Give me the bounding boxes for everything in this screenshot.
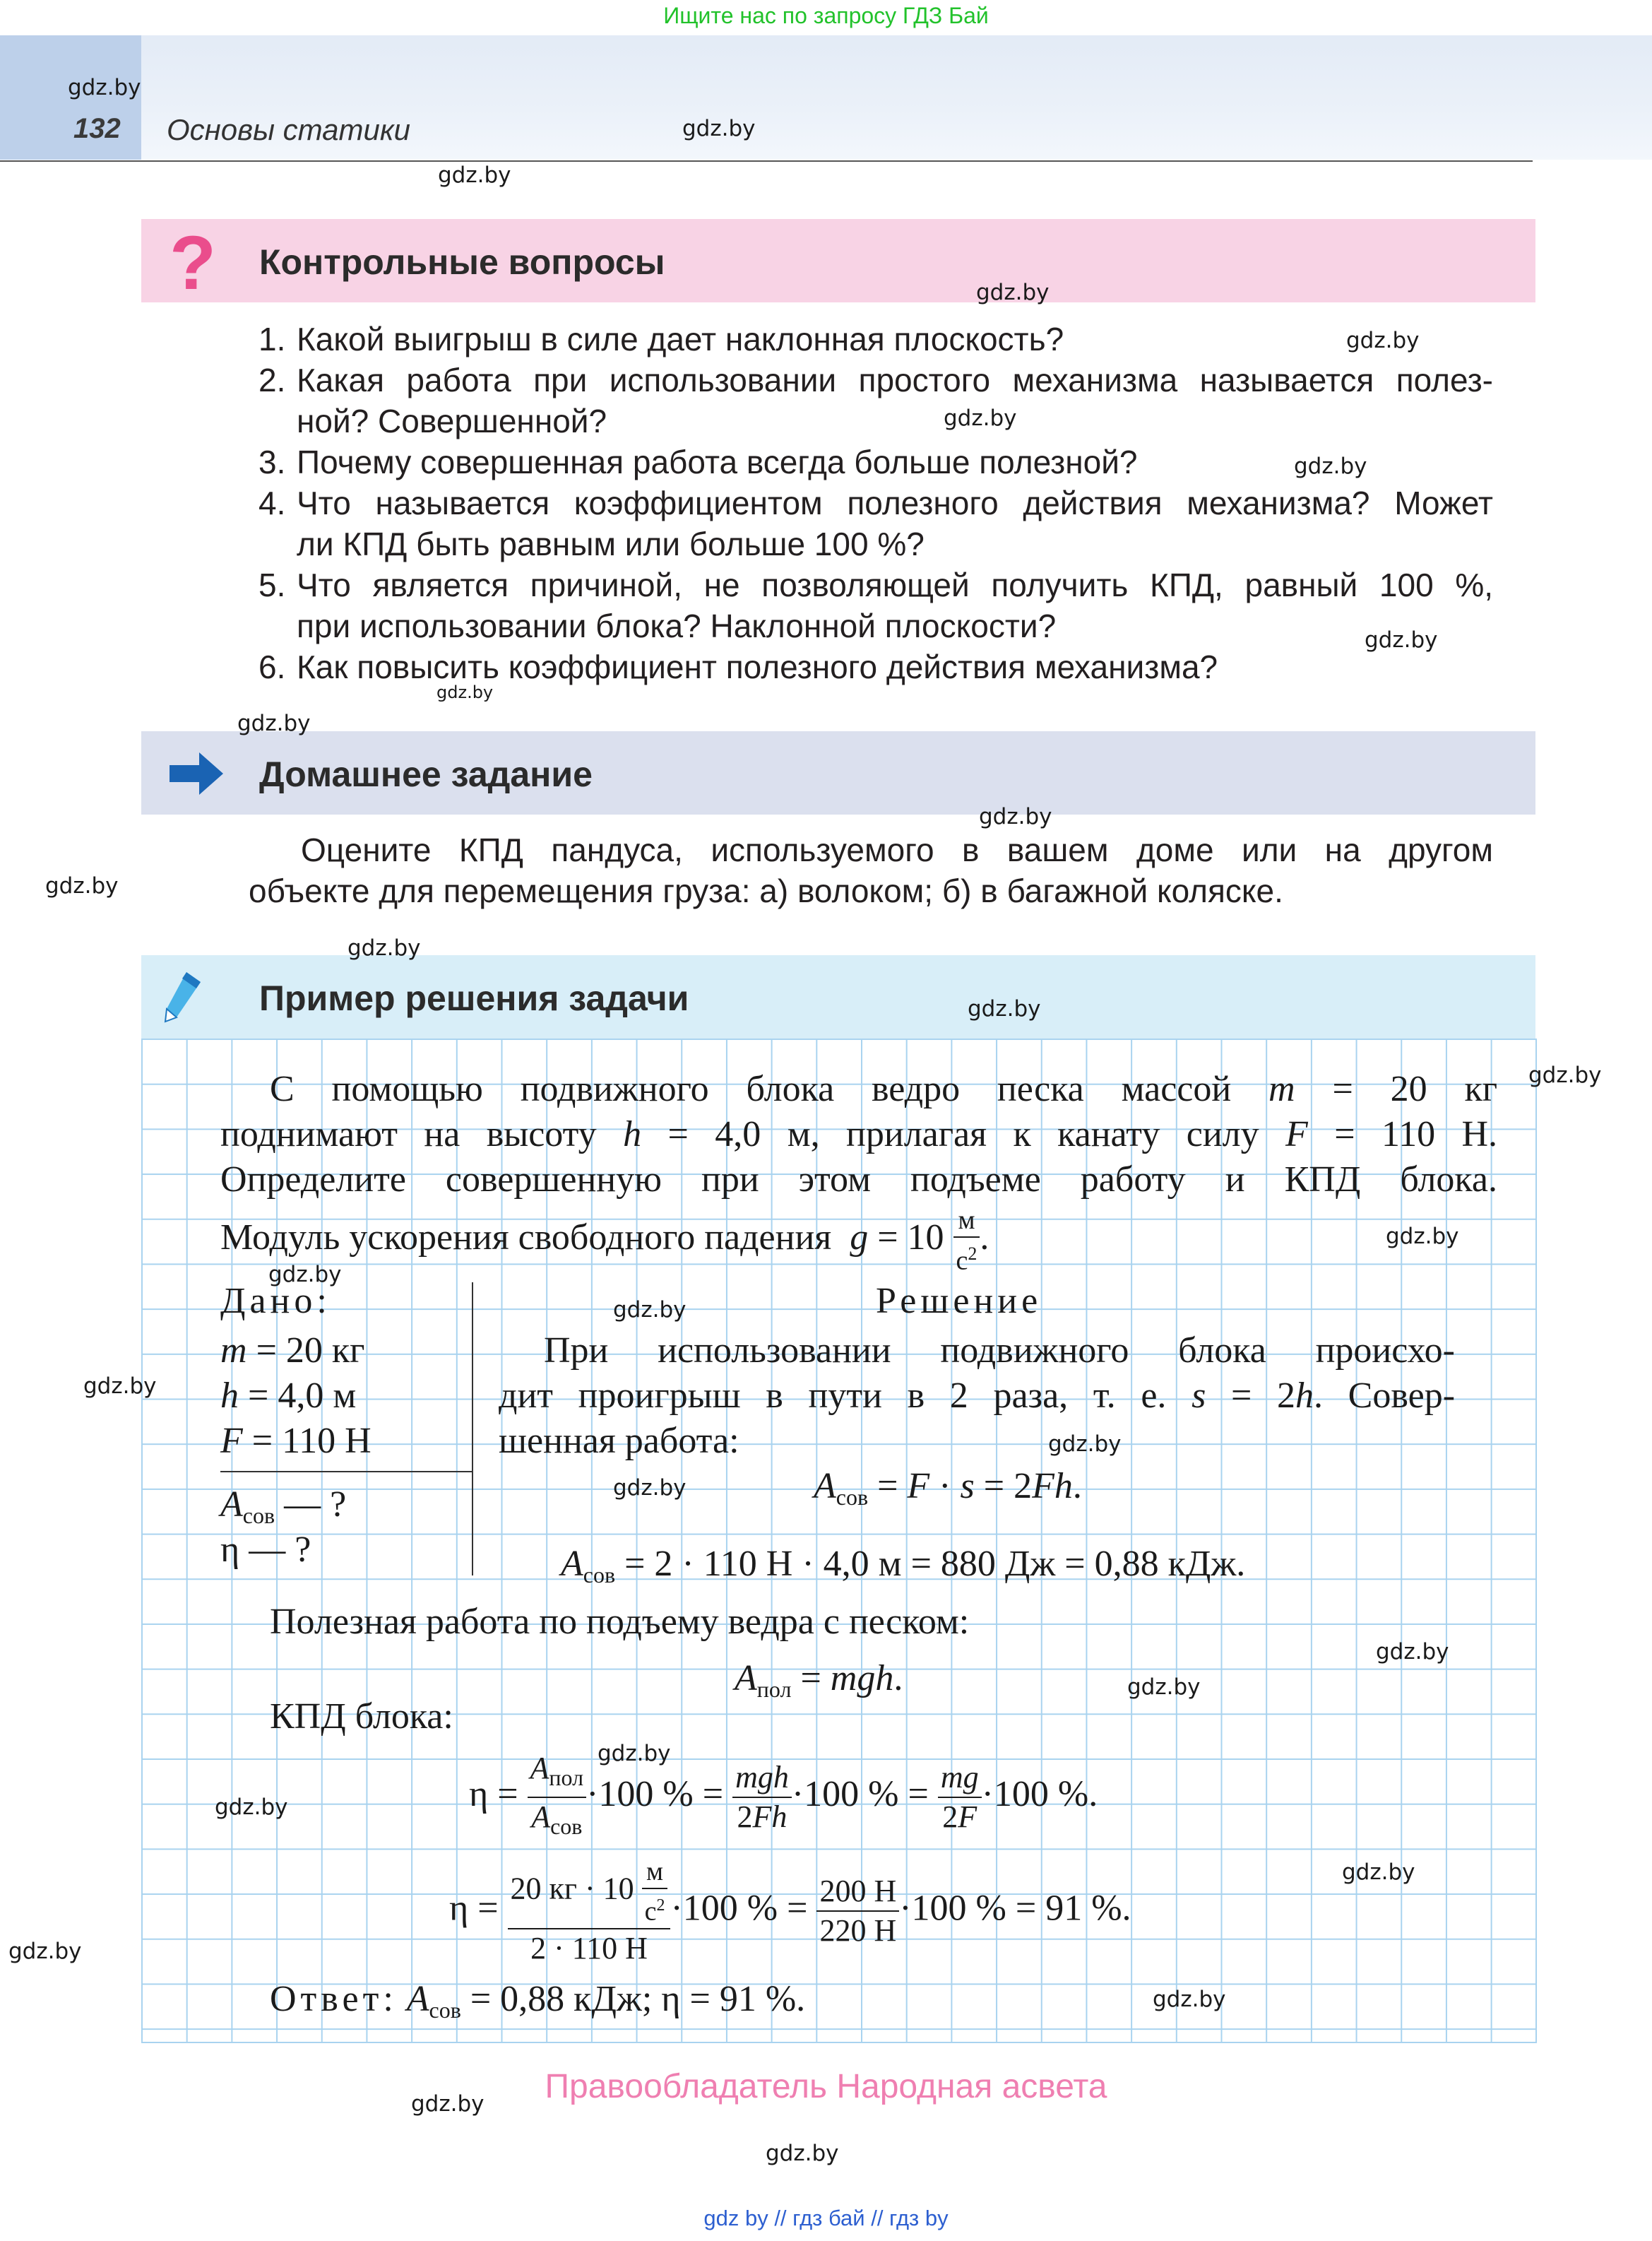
given-h: h = 4,0 м bbox=[220, 1376, 357, 1416]
question-mark-icon: ? bbox=[170, 220, 216, 305]
watermark: gdz.by bbox=[438, 162, 511, 188]
header-rule bbox=[0, 160, 1533, 162]
given-f: F = 110 Н bbox=[220, 1421, 372, 1461]
watermark: gdz.by bbox=[45, 873, 119, 899]
watermark: gdz.by bbox=[237, 711, 311, 736]
solution-line-1: При использовании подвижного блока происхо- bbox=[544, 1330, 1455, 1371]
homework-header bbox=[141, 731, 1535, 815]
watermark: gdz.by bbox=[1048, 1431, 1122, 1457]
homework-text: Оцените КПД пандуса, используемого в вашем доме или на другом объекте для перемещения груза: а) волоком; б) в багажной коляске. bbox=[249, 832, 1493, 909]
watermark: gdz.by bbox=[215, 1794, 288, 1820]
question-4-cont: ли КПД быть равным или больше 100 %? bbox=[297, 526, 925, 562]
question-3: 3. Почему совершенная работа всегда больше полезной? bbox=[259, 444, 1138, 480]
efficiency-calculation: η = 20 кг · 10 $\frac{м}{с^2}$ 2 · 110 Н ·100 % = $\frac{200 Н}{220 Н}$ ·100 % = 91 %. bbox=[449, 1857, 1131, 1965]
find-efficiency: η — ? bbox=[220, 1530, 311, 1570]
footer-links[interactable]: gdz by // гдз бай // гдз by bbox=[703, 2206, 949, 2230]
efficiency-formula: η = $\frac{A_{пол}}{A_{сов}}$ ·100 % = $\frac{\text{mgh}}{2Fh}$ ·100 % = $\frac{mg}{2F}$ ·100 %. bbox=[469, 1751, 1098, 1839]
problem-line-1: С помощью подвижного блока ведро песка массой m = 20 кг bbox=[270, 1069, 1498, 1109]
watermark: gdz.by bbox=[1386, 1224, 1459, 1249]
watermark: gdz.by bbox=[1342, 1859, 1415, 1885]
solution-line-2: дит проигрыш в пути в 2 раза, т. е. s = 2h. Совер- bbox=[499, 1376, 1456, 1416]
question-2-cont: ной? Совершенной? bbox=[297, 403, 607, 439]
watermark: gdz.by bbox=[68, 75, 141, 100]
watermark: gdz.by bbox=[1127, 1674, 1201, 1700]
watermark: gdz.by bbox=[1528, 1063, 1602, 1088]
pencil-icon bbox=[161, 969, 205, 1024]
watermark: gdz.by bbox=[1376, 1639, 1449, 1665]
work-formula: $A_{сов} = F \cdot s = 2Fh$. bbox=[814, 1466, 1082, 1510]
efficiency-label: КПД блока: bbox=[270, 1696, 453, 1737]
watermark: gdz.by bbox=[976, 280, 1050, 305]
useful-work-formula: $A_{пол}$ = mgh. bbox=[735, 1658, 903, 1702]
watermark: gdz.by bbox=[944, 406, 1017, 431]
watermark: gdz.by bbox=[613, 1475, 687, 1501]
watermark: gdz.by bbox=[598, 1741, 671, 1766]
questions-header bbox=[141, 219, 1535, 305]
solution-title: Решение bbox=[876, 1281, 1042, 1321]
useful-work-label: Полезная работа по подъему ведра с песком: bbox=[270, 1602, 970, 1642]
question-4: 4. Что называется коэффициентом полезного действия механизма? Может bbox=[259, 485, 1493, 521]
watermark: gdz.by bbox=[347, 935, 421, 961]
given-title: Дано: bbox=[220, 1281, 331, 1321]
watermark: gdz.by bbox=[8, 1939, 82, 1964]
given-divider-horizontal bbox=[220, 1471, 473, 1472]
top-search-hint[interactable]: Ищите нас по запросу ГДЗ Бай bbox=[663, 3, 989, 28]
watermark: gdz.by bbox=[436, 682, 494, 702]
watermark: gdz.by bbox=[682, 116, 756, 141]
problem-line-2: поднимают на высоту h = 4,0 м, прилагая к канату силу F = 110 Н. bbox=[220, 1114, 1498, 1154]
watermark: gdz.by bbox=[1294, 454, 1367, 479]
given-m: m = 20 кг bbox=[220, 1330, 365, 1371]
question-2: 2. Какая работа при использовании простого механизма называется полез- bbox=[259, 362, 1493, 398]
problem-line-4: Модуль ускорения свободного падения g = 10 $\frac{м}{с^2}$ . bbox=[220, 1205, 990, 1276]
question-1: 1. Какой выигрыш в силе дает наклонная плоскость? bbox=[259, 321, 1064, 357]
work-calculation: $A_{сов} = 2 \cdot 110$ Н · 4,0 м = 880 Дж = 0,88 кДж. bbox=[561, 1544, 1246, 1587]
watermark: gdz.by bbox=[411, 2091, 485, 2117]
example-title: Пример решения задачи bbox=[259, 978, 689, 1018]
solution-line-3: шенная работа: bbox=[499, 1421, 739, 1461]
watermark: gdz.by bbox=[1346, 328, 1420, 353]
example-header bbox=[141, 955, 1535, 1039]
watermark: gdz.by bbox=[268, 1262, 342, 1287]
watermark: gdz.by bbox=[766, 2141, 839, 2166]
watermark: gdz.by bbox=[979, 804, 1052, 829]
watermark: gdz.by bbox=[83, 1373, 157, 1399]
question-5: 5. Что является причиной, не позволяющей получить КПД, равный 100 %, bbox=[259, 567, 1493, 603]
watermark: gdz.by bbox=[1365, 627, 1438, 653]
problem-line-3: Определите совершенную при этом подъеме работу и КПД блока. bbox=[220, 1159, 1497, 1200]
homework-title: Домашнее задание bbox=[259, 755, 593, 794]
question-6: 6. Как повысить коэффициент полезного действия механизма? bbox=[259, 649, 1218, 685]
answer-line: Ответ: $A_{сов} = 0,88$ кДж; η = 91 %. bbox=[270, 1979, 806, 2023]
watermark: gdz.by bbox=[1153, 1987, 1226, 2012]
arrow-right-icon bbox=[170, 751, 225, 796]
find-work: $A_{сов}$ — ? bbox=[220, 1484, 347, 1528]
copyright-footer: Правообладатель Народная асвета bbox=[545, 2068, 1107, 2105]
question-5-cont: при использовании блока? Наклонной плоскости? bbox=[297, 608, 1057, 644]
watermark: gdz.by bbox=[968, 996, 1041, 1022]
section-title: Основы статики bbox=[167, 113, 411, 146]
questions-title: Контрольные вопросы bbox=[259, 242, 665, 282]
page-number: 132 bbox=[73, 113, 121, 144]
watermark: gdz.by bbox=[613, 1297, 687, 1323]
given-divider-vertical bbox=[472, 1282, 473, 1575]
